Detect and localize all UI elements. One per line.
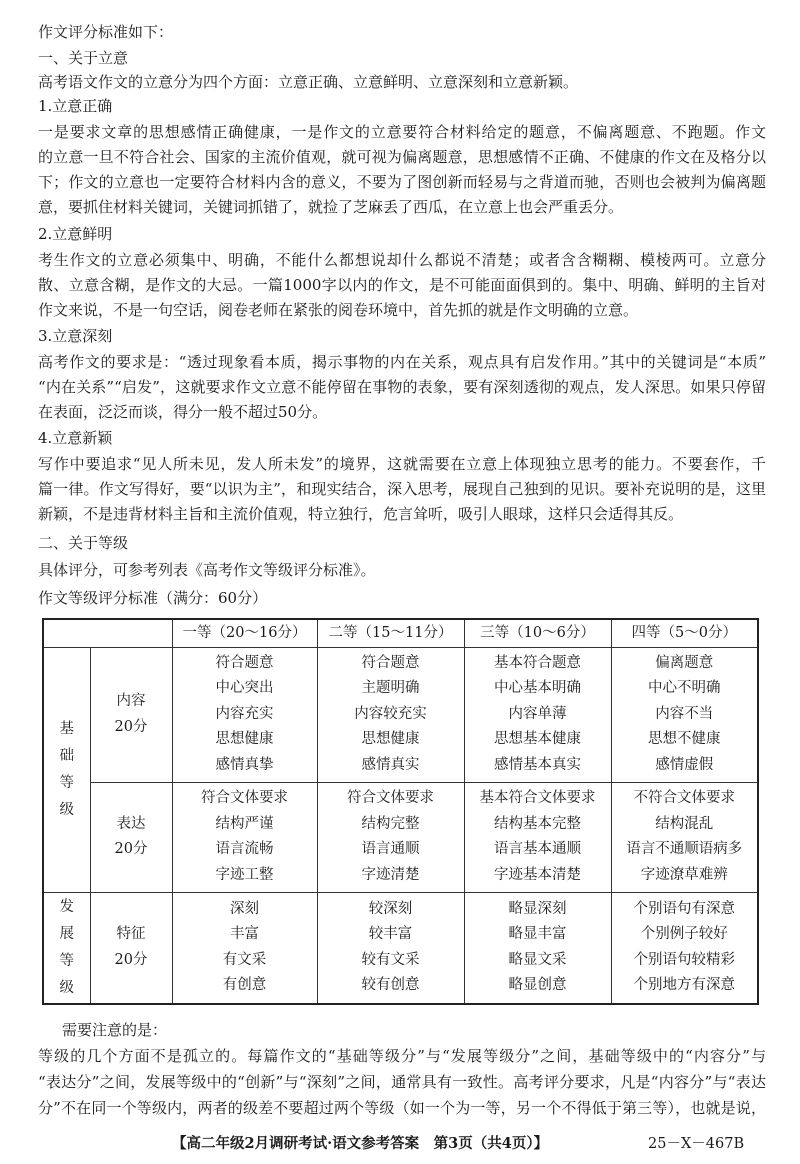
cell-line: 基本符合文体要求 [479,790,596,806]
cell-line: 中心突出 [215,680,274,697]
cell-line: 感情真实 [361,756,420,773]
cell-line: 结构严谨 [215,815,274,832]
cell-line: 内容单薄 [508,705,567,722]
point-4-title: 4.立意新颖 [38,429,113,447]
point-1-line: 的立意一旦不符合社会、国家的主流价值观，就可视为偏离题意，思想感情不正确、不健康的作文在及格分以 [38,148,766,166]
cell-line: 思想健康 [215,731,274,748]
group-char: 展 [59,925,74,942]
table-cell [317,647,464,782]
point-3-line: 高考作文的要求是：“透过现象看本质，揭示事物的内在关系，观点具有启发作用。”其中的关键词是“本质” [38,353,766,371]
cell-line: 结构基本完整 [494,815,581,832]
cell-line: 有文采 [222,951,267,968]
point-1-line: 一是要求文章的思想感情正确健康，一是作文的立意要符合材料给定的题意，不偏离题意、不跑题。作文 [38,123,766,141]
cell-line: 较有文采 [361,951,420,968]
cell-line: 略显丰富 [508,926,567,943]
table-caption: 作文等级评分标准（满分：60分） [38,589,268,607]
table-cell [611,647,758,782]
point-3-line: “内在关系”“启发”，这就要求作文立意不能停留在事物的表象，要有深刻透彻的观点，发人深思。如果只停留 [38,378,766,396]
group-basic-level [43,647,90,892]
note-title: 需要注意的是： [62,1021,168,1039]
header-grade-2: 二等（15～11分） [317,619,464,647]
table-header-row [43,619,758,647]
cell-line: 思想不健康 [648,731,721,748]
header-grade-4: 四等（5～0分） [611,619,758,647]
cell-line: 个别语句较精彩 [633,951,735,968]
row-score: 20分 [114,841,148,857]
cell-line: 语言流畅 [215,841,274,857]
point-4-line: 篇一律。作文写得好，要“以识为主”，和现实结合，深入思考，展现自己独到的见识。要补充说明的是，这里 [38,480,766,498]
cell-line: 字迹工整 [215,866,274,883]
cell-line: 符合文体要求 [201,790,288,806]
cell-line: 思想健康 [361,731,420,748]
cell-line: 中心基本明确 [494,680,581,697]
table-cell [172,647,317,782]
row-label-expression [90,782,172,892]
table-row [43,782,758,892]
cell-line: 内容较充实 [354,705,427,722]
cell-line: 思想基本健康 [494,731,581,748]
point-1-title: 1.立意正确 [38,97,113,115]
group-char: 等 [59,774,74,791]
cell-line: 结构混乱 [655,815,714,832]
point-2-title: 2.立意鲜明 [38,225,113,243]
table-row [43,892,758,1004]
section-1-title: 一、关于立意 [38,49,129,67]
grading-table [42,618,759,1005]
table-cell [317,892,464,1004]
cell-line: 字迹潦草难辨 [640,866,728,883]
footer-code: 25－X－467B [648,1136,745,1152]
cell-line: 结构完整 [361,815,420,832]
point-1-line: 意，要抓住材料关键词，关键词抓错了，就捡了芝麻丢了西瓜，在立意上也会严重丢分。 [38,198,624,216]
cell-line: 有创意 [222,977,267,994]
intro-line: 作文评分标准如下： [38,23,174,41]
group-char: 基 [59,720,74,737]
group-char: 等 [59,952,74,969]
cell-line: 丰富 [230,926,259,943]
table-cell [317,782,464,892]
cell-line: 略显创意 [508,977,567,994]
note-line: 等级的几个方面不是孤立的。每篇作文的“基础等级分”与“发展等级分”之间，基础等级中的“内容分”与 [38,1047,766,1065]
table-cell [172,782,317,892]
table-row [43,647,758,782]
cell-line: 内容不当 [655,705,714,722]
point-4-line: 写作中要追求“见人所未见，发人所未发”的境界，这就需要在立意上体现独立思考的能力。不要套作，千 [38,455,766,473]
table-cell [464,647,611,782]
cell-line: 字迹基本清楚 [494,866,581,883]
cell-line: 中心不明确 [648,680,721,697]
cell-line: 感情基本真实 [494,756,581,773]
cell-line: 个别地方有深意 [633,977,735,994]
table-cell [172,892,317,1004]
cell-line: 符合题意 [215,654,274,671]
table-cell [611,892,758,1004]
point-2-line: 考生作文的立意必须集中、明确，不能什么都想说却什么都说不清楚；或者含含糊糊、模棱两可。立意分 [38,251,766,269]
cell-line: 不符合文体要求 [633,790,735,806]
row-score: 20分 [114,951,148,968]
table-cell [464,892,611,1004]
cell-line: 偏离题意 [655,654,714,671]
note-line: 分”不在同一个等级内，两者的级差不要超过两个等级（如一个为一等，另一个不得低于第三等），也就是说， [38,1099,766,1117]
group-development-level [43,892,90,1004]
row-name: 特征 [116,926,146,943]
point-1-line: 下；作文的立意也一定要符合材料内含的意义，不要为了图创新而轻易与之背道而驰，否则也会被判为偏离题 [38,173,766,191]
table-cell [611,782,758,892]
cell-line: 语言通顺 [361,841,420,857]
cell-line: 较丰富 [368,926,413,943]
cell-line: 个别语句有深意 [633,900,735,917]
group-char: 础 [59,747,74,764]
section-2-title: 二、关于等级 [38,534,129,552]
cell-line: 内容充实 [215,705,274,722]
point-2-line: 作文来说，不是一句空话，阅卷老师在紧张的阅卷环境中，首先抓的就是作文明确的立意。 [38,301,639,319]
point-4-line: 新颖，不是违背材料主旨和主流价值观，特立独行，危言耸听，吸引人眼球，这样只会适得其反。 [38,505,684,523]
point-2-line: 散、立意含糊，是作文的大忌。一篇1000字以内的作文，是不可能面面俱到的。集中、明确、鲜明的主旨对 [38,276,766,294]
cell-line: 略显深刻 [508,900,567,917]
note-line: “表达分”之间，发展等级中的“创新”与“深刻”之间，通常具有一致性。高考评分要求，凡是“内容分”与“表达 [38,1073,766,1091]
section-2-intro: 具体评分，可参考列表《高考作文等级评分标准》。 [38,561,376,579]
point-3-title: 3.立意深刻 [38,327,113,345]
cell-line: 基本符合题意 [494,654,581,671]
row-name: 内容 [116,693,146,709]
table-corner [43,619,172,647]
section-1-intro: 高考语文作文的立意分为四个方面：立意正确、立意鲜明、立意深刻和立意新颖。 [38,73,579,91]
cell-line: 符合文体要求 [347,790,434,806]
point-3-line: 在表面，泛泛而谈，得分一般不超过50分。 [38,403,328,421]
footer-title: 【高二年级2月调研考试·语文参考答案 第3页（共4页）】 [172,1135,549,1152]
row-score: 20分 [114,718,148,735]
header-grade-1: 一等（20～16分） [172,619,317,647]
cell-line: 字迹清楚 [361,866,420,883]
cell-line: 语言基本通顺 [494,841,581,857]
cell-line: 深刻 [230,900,259,917]
group-char: 级 [59,979,74,996]
cell-line: 个别例子较好 [640,926,728,943]
cell-line: 感情虚假 [655,756,714,773]
row-label-feature [90,892,172,1004]
group-char: 发 [59,898,74,915]
cell-line: 较深刻 [368,900,413,917]
header-grade-3: 三等（10～6分） [464,619,611,647]
row-name: 表达 [116,815,146,832]
table-cell [464,782,611,892]
cell-line: 符合题意 [361,654,420,671]
cell-line: 较有创意 [361,977,420,994]
group-char: 级 [59,801,74,818]
cell-line: 语言不通顺语病多 [626,841,743,857]
cell-line: 感情真挚 [215,756,274,773]
cell-line: 略显文采 [508,951,567,968]
cell-line: 主题明确 [361,680,420,697]
row-label-content [90,647,172,782]
